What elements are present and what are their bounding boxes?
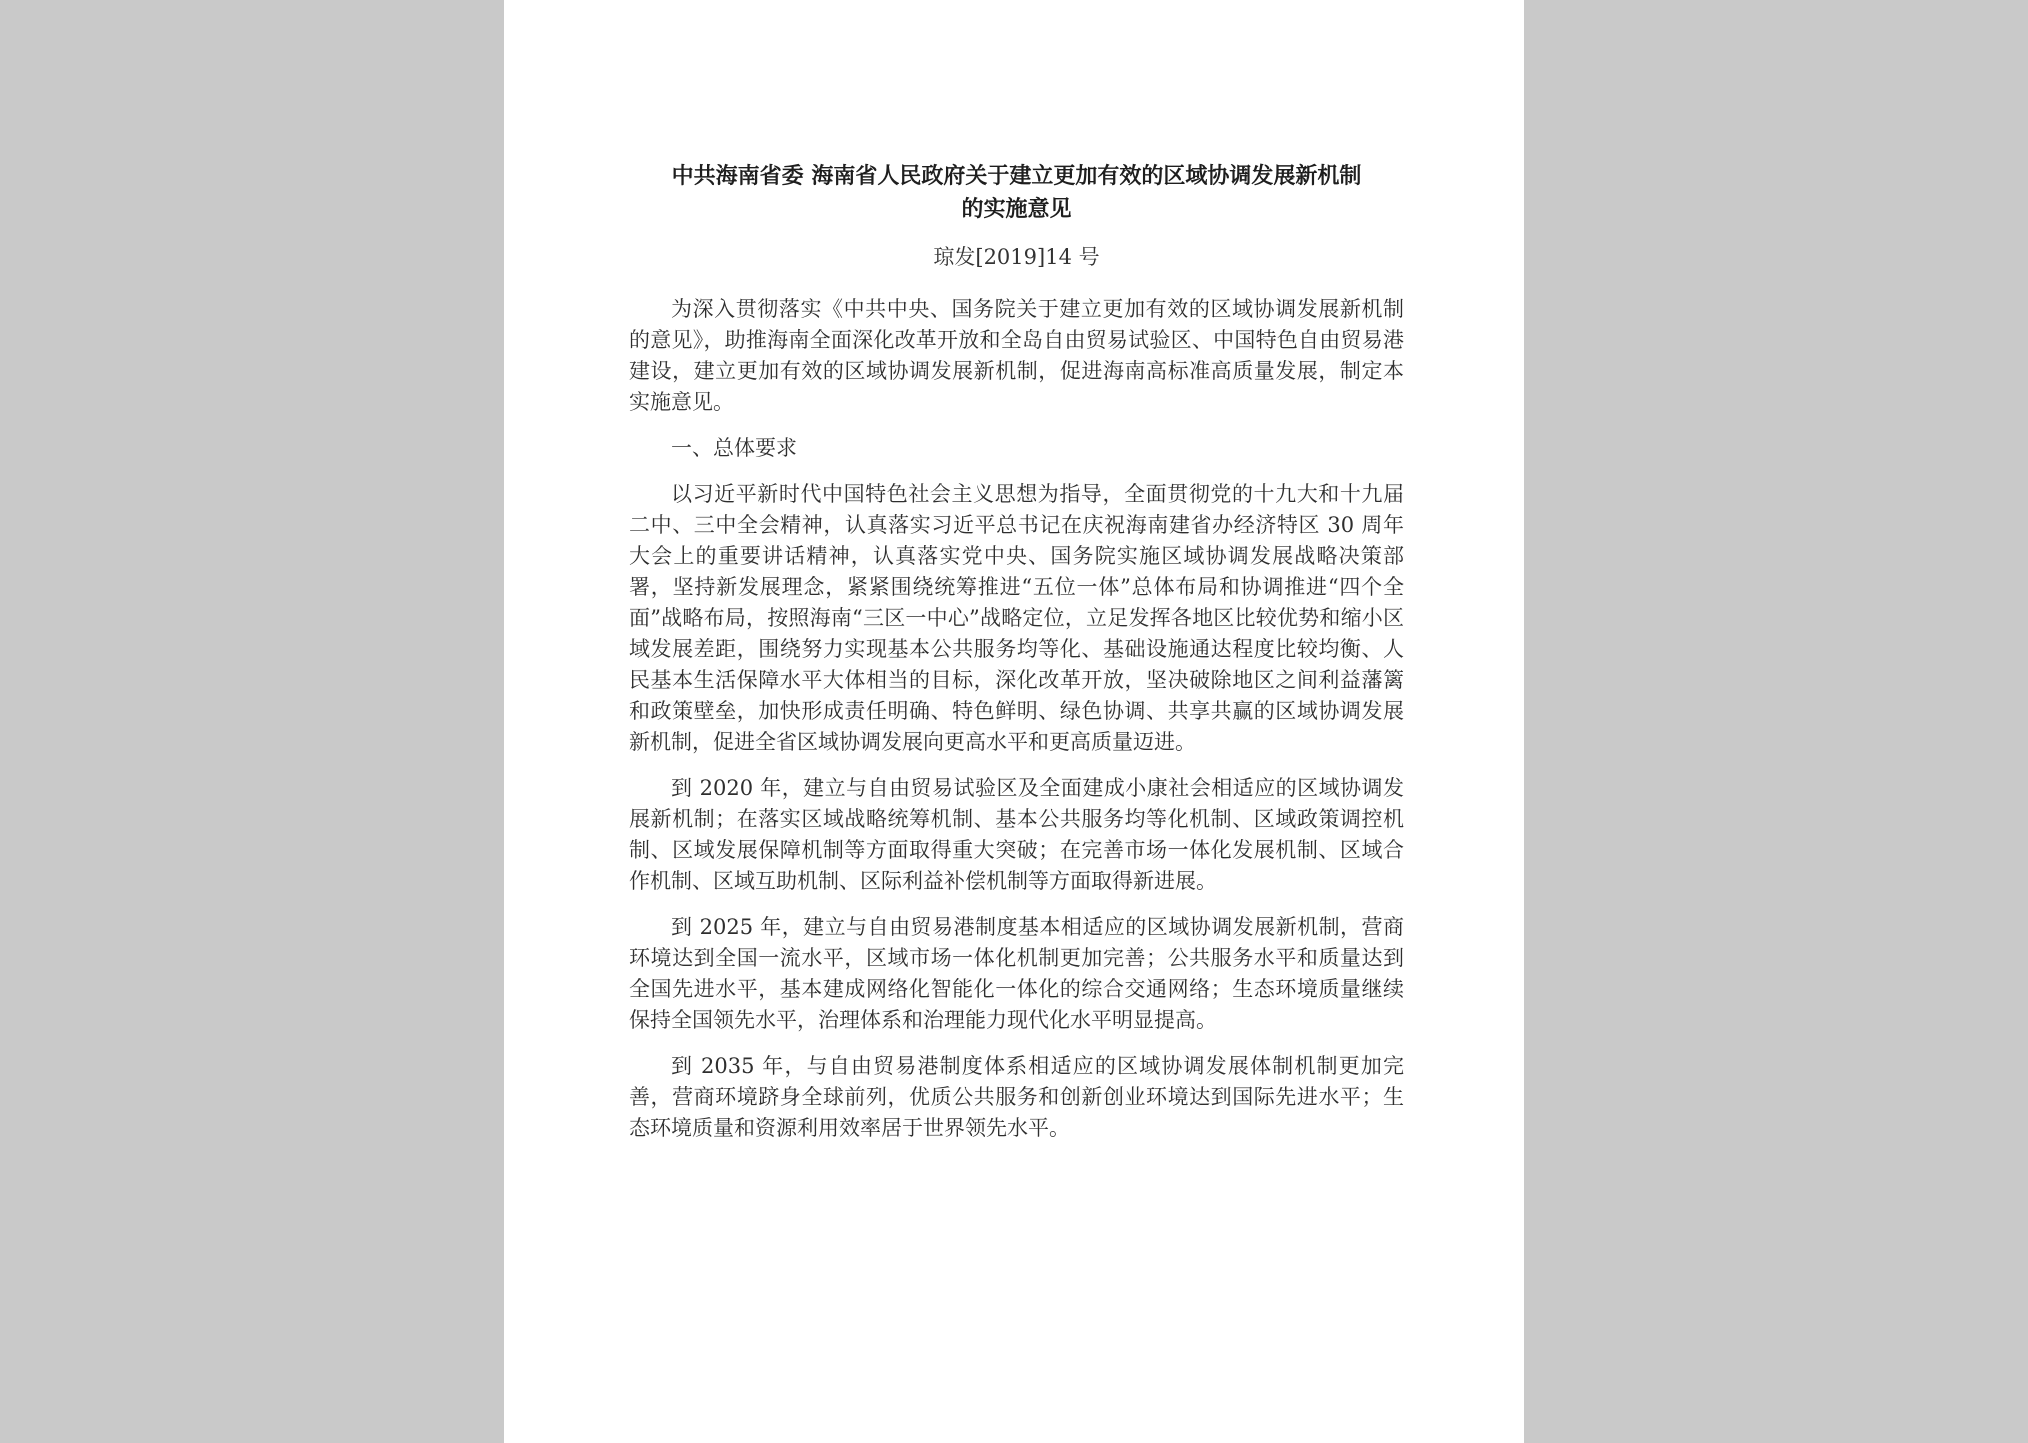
document-page (504, 0, 1524, 1443)
body-paragraph: 以习近平新时代中国特色社会主义思想为指导，全面贯彻党的十九大和十九届二中、三中全会精神，认真落实习近平总书记在庆祝海南建省办经济特区 30 周年大会上的重要讲话精神，认真落实党中央、国务院实施区域协调发展战略决策部署，坚持新发展理念，紧紧围绕统筹推进“五位一体”总体布局和协调推进“四个全面”战略布局，按照海南“三区一中心”战略定位，立足发挥各地区比较优势和缩小区域发展差距，围绕努力实现基本公共服务均等化、基础设施通达程度比较均衡、人民基本生活保障水平大体相当的目标，深化改革开放，坚决破除地区之间利益藩篱和政策壁垒，加快形成责任明确、特色鲜明、绿色协调、共享共赢的区域协调发展新机制，促进全省区域协调发展向更高水平和更高质量迈进。 (629, 482, 1404, 754)
title-line-1: 中共海南省委 海南省人民政府关于建立更加有效的区域协调发展新机制 (671, 163, 1362, 189)
title-line-2: 的实施意见 (961, 196, 1072, 222)
document-number: 琼发[2019]14 号 (933, 245, 1100, 269)
page-content (629, 160, 1404, 1159)
body-paragraph: 到 2020 年，建立与自由贸易试验区及全面建成小康社会相适应的区域协调发展新机制；在落实区域战略统筹机制、基本公共服务均等化机制、区域政策调控机制、区域发展保障机制等方面取得重大突破；在完善市场一体化发展机制、区域合作机制、区域互助机制、区际利益补偿机制等方面取得新进展。 (629, 776, 1404, 893)
body-paragraph: 到 2035 年，与自由贸易港制度体系相适应的区域协调发展体制机制更加完善，营商环境跻身全球前列，优质公共服务和创新创业环境达到国际先进水平；生态环境质量和资源利用效率居于世界领先水平。 (629, 1054, 1404, 1140)
section-heading: 一、总体要求 (671, 436, 797, 460)
document-title (629, 160, 1404, 226)
intro-paragraph: 为深入贯彻落实《中共中央、国务院关于建立更加有效的区域协调发展新机制的意见》，助推海南全面深化改革开放和全岛自由贸易试验区、中国特色自由贸易港建设，建立更加有效的区域协调发展新机制，促进海南高标准高质量发展，制定本实施意见。 (629, 297, 1404, 414)
body-paragraph: 到 2025 年，建立与自由贸易港制度基本相适应的区域协调发展新机制，营商环境达到全国一流水平，区域市场一体化机制更加完善；公共服务水平和质量达到全国先进水平，基本建成网络化智能化一体化的综合交通网络；生态环境质量继续保持全国领先水平，治理体系和治理能力现代化水平明显提高。 (629, 915, 1404, 1032)
